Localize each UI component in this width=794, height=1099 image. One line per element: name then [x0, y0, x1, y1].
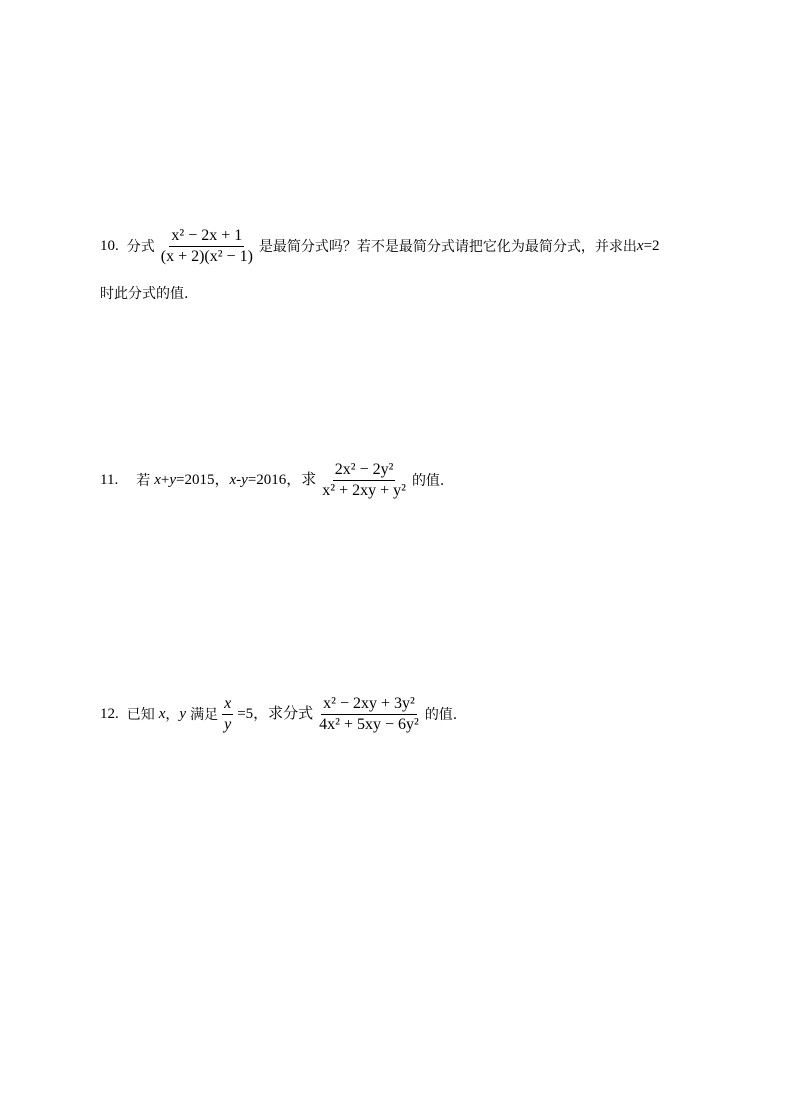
fraction — [320, 462, 408, 499]
fraction-denominator: 4x² + 5xy − 6y² — [319, 716, 419, 733]
problem-text: 满足 — [190, 706, 219, 723]
problem-number: 12. — [100, 706, 119, 722]
fraction — [159, 228, 255, 265]
condition-1-value: =2015， — [176, 472, 230, 488]
separator: ， — [165, 706, 180, 723]
problem-10-line-1 — [100, 228, 660, 265]
ratio-denominator: y — [224, 716, 232, 733]
fraction-denominator: x² + 2xy + y² — [322, 482, 406, 499]
problem-text: 的值. — [424, 706, 458, 723]
variable-y: y — [241, 472, 248, 488]
problem-11-line — [100, 462, 444, 499]
problem-number: 11. — [100, 472, 119, 488]
problem-10-line-2: 时此分式的值. — [100, 286, 189, 302]
variable-x: x — [229, 472, 237, 488]
condition-value: =2 — [643, 238, 660, 254]
operator-plus: + — [160, 472, 170, 488]
problem-text: 是最简分式吗？若不是最简分式请把它化为最简分式，并求出 — [258, 238, 637, 255]
problem-12 — [100, 696, 457, 733]
operator-minus: - — [236, 472, 242, 488]
problem-prefix: 分式 — [126, 238, 155, 255]
ratio-value: =5，求分式 — [237, 706, 314, 722]
variable-y: y — [179, 706, 187, 722]
problem-11 — [100, 462, 444, 499]
fraction-numerator: x² − 2xy + 3y² — [321, 696, 417, 715]
ratio-numerator: x — [222, 696, 233, 715]
variable-x: x — [636, 238, 644, 254]
problem-12-line — [100, 696, 457, 733]
fraction-numerator: 2x² − 2y² — [333, 462, 396, 481]
variable-x: x — [154, 472, 161, 488]
ratio-fraction — [222, 696, 233, 733]
fraction-numerator: x² − 2x + 1 — [169, 228, 244, 247]
problem-prefix: 若 — [136, 472, 151, 489]
fraction-denominator: (x + 2)(x² − 1) — [160, 248, 253, 265]
condition-2-value: =2016，求 — [247, 472, 317, 488]
problem-prefix: 已知 — [126, 706, 155, 723]
variable-x: x — [158, 706, 166, 722]
problem-number: 10. — [100, 238, 119, 254]
variable-y: y — [169, 472, 177, 488]
problem-10 — [100, 228, 660, 301]
problem-text: 的值. — [411, 472, 445, 489]
fraction — [317, 696, 421, 733]
